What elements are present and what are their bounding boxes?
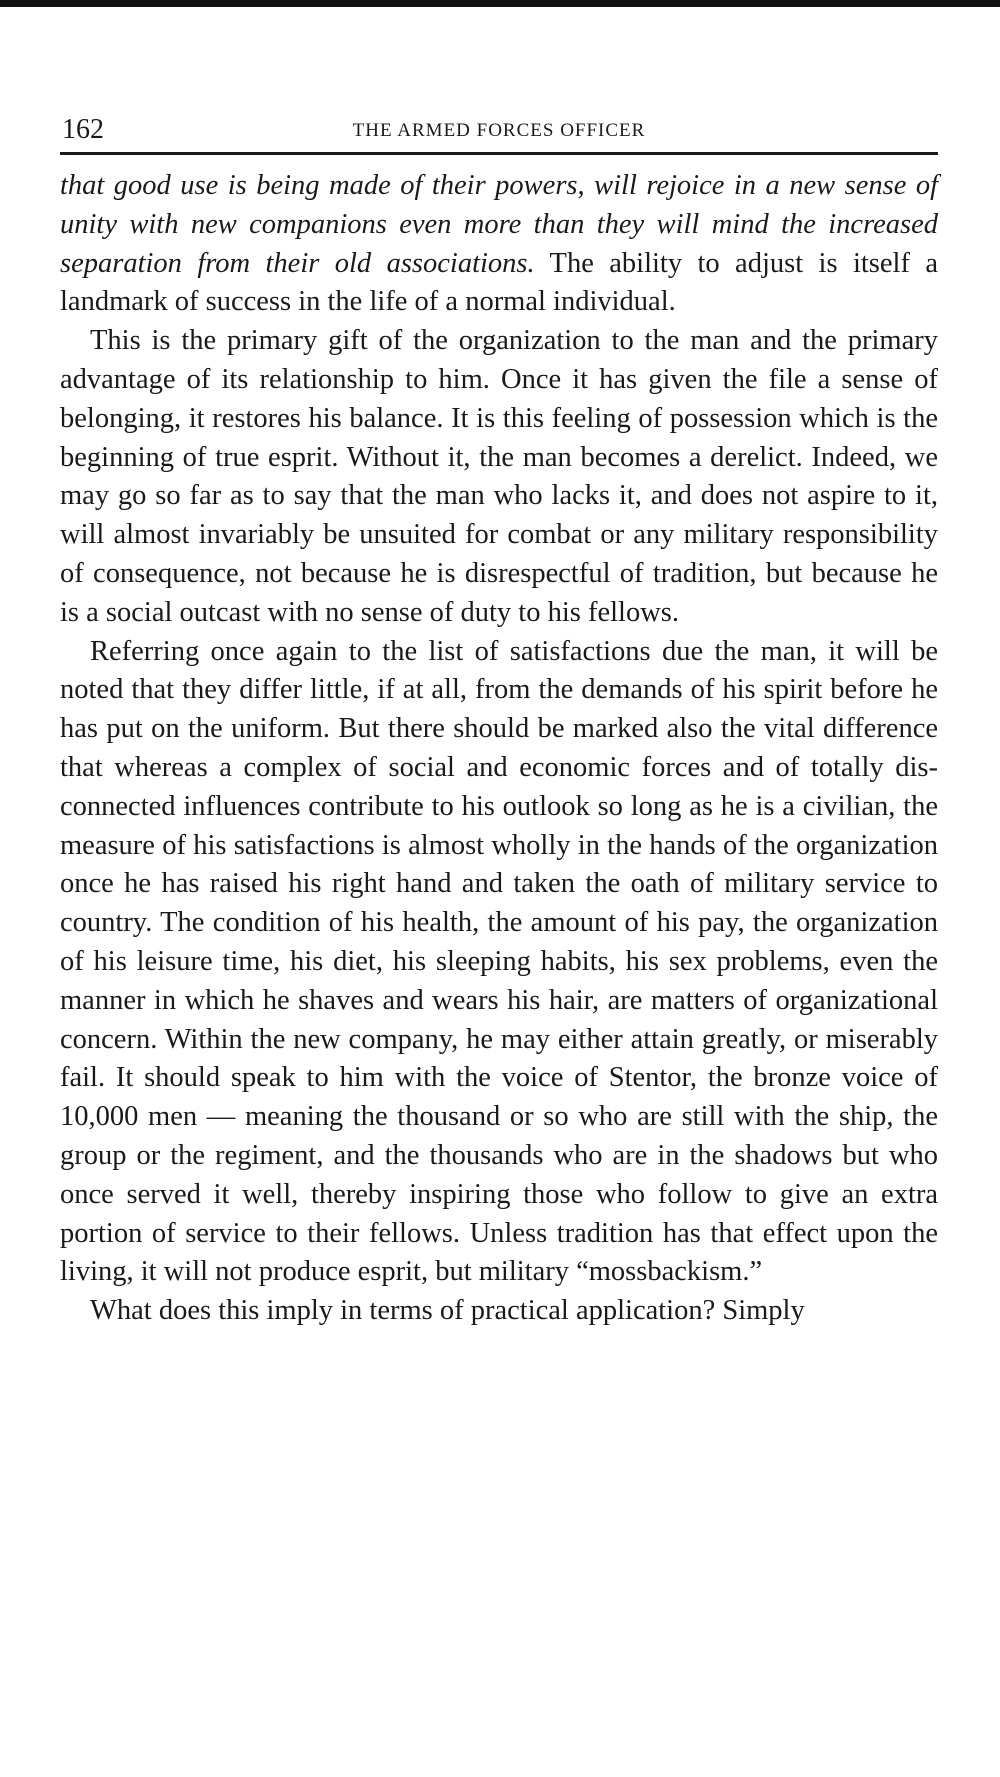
book-page <box>60 112 938 1331</box>
scan-top-edge <box>0 0 1000 7</box>
running-title: THE ARMED FORCES OFFICER <box>352 120 646 141</box>
running-head <box>60 112 938 155</box>
paragraph-1 <box>60 167 938 322</box>
italic-passage: that good use is being made of their powers, will rejoice in a new sense of unity with new companions even more than they will mind the increased separation from their old associations. <box>60 170 938 279</box>
paragraph-1-text: The ability to adjust is itself a landmark of success in the life of a normal individual. <box>60 247 939 318</box>
paragraph-2: This is the primary gift of the organization to the man and the primary advantage of its relationship to him. Once it has given the file a sense of belonging, it restores his balance. It is this feeling of possession which is the beginning of true esprit. Without it, the man becomes a derelict. Indeed, we may go so far as to say that the man who lacks it, and does not aspire to it, will almost invariably be unsuited for combat or any military responsibility of consequence, not because he is disrespectful of tradition, but because he is a social outcast with no sense of duty to his fellows. <box>60 325 938 628</box>
body-text <box>60 167 938 1331</box>
paragraph-4: What does this imply in terms of practical application? Simply <box>90 1295 805 1327</box>
paragraph-3: Referring once again to the list of satisfactions due the man, it will be noted that they differ little, if at all, from the demands of his spirit before he has put on the uniform. But there should be marked also the vital difference that whereas a complex of social and economic forces and of totally disconnected influences contribute to his outlook so long as he is a civilian, the measure of his satisfactions is almost wholly in the hands of the organization once he has raised his right hand and taken the oath of military service to country. The condition of his health, the amount of his pay, the organization of his leisure time, his diet, his sleeping habits, his sex problems, even the manner in which he shaves and wears his hair, are matters of organizational concern. Within the new company, he may either attain greatly, or miserably fail. It should speak to him with the voice of Stentor, the bronze voice of 10,000 men — meaning the thousand or so who are still with the ship, the group or the regiment, and the thousands who are in the shadows but who once served it well, thereby inspiring those who follow to give an extra portion of service to their fellows. Unless tradition has that effect upon the living, it will not produce esprit, but military “mossbackism.” <box>60 635 938 1288</box>
page-number: 162 <box>62 114 104 145</box>
